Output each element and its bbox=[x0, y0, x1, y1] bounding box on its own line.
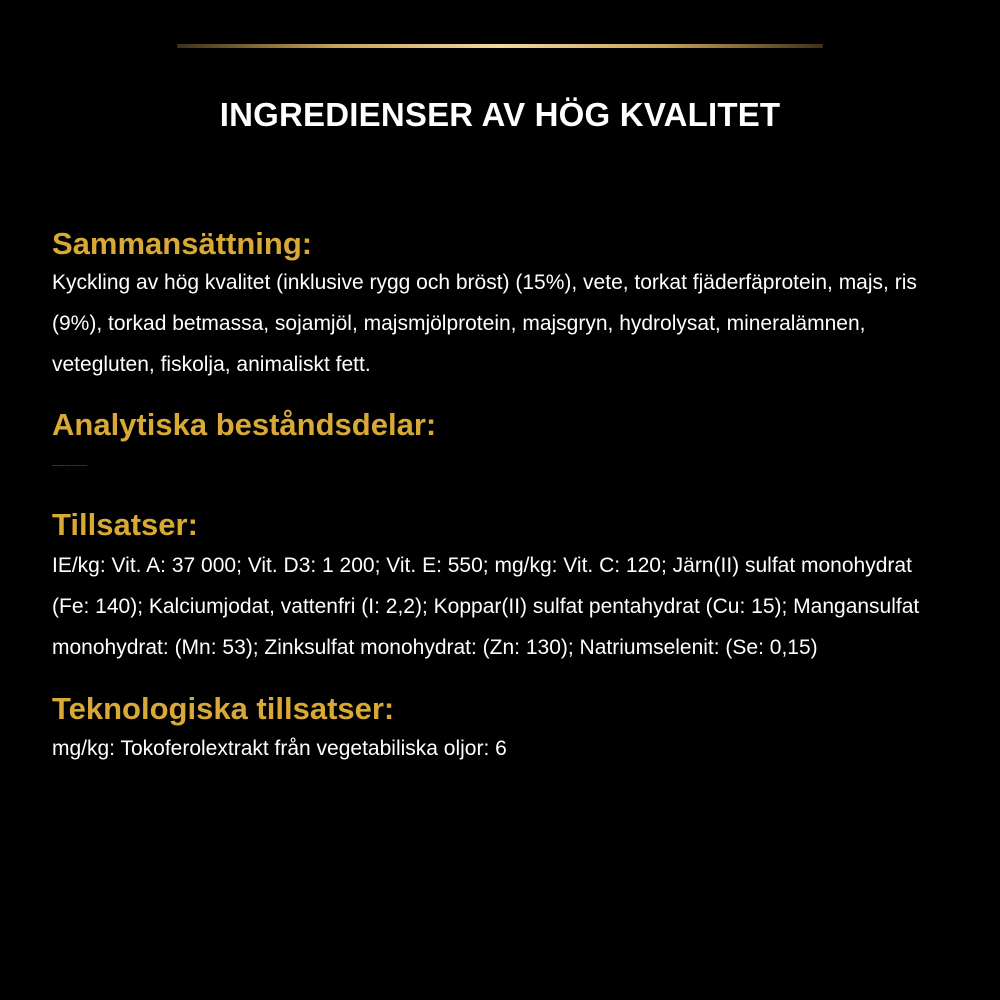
section-body-technological-additives: mg/kg: Tokoferolextrakt från vegetabiliska oljor: 6 bbox=[52, 737, 507, 760]
section-heading-composition: Sammansättning: bbox=[52, 226, 313, 261]
gold-divider-line bbox=[177, 44, 823, 48]
section-heading-technological-additives: Teknologiska tillsatser: bbox=[52, 691, 395, 726]
section-body-analytical-constituents: Protein: 29,0%, Fettinnehåll: 9,0%, Råaska: 7,5%, Växttråd: 3,5%, Taurin: 0,1% bbox=[52, 466, 88, 467]
section-additives bbox=[52, 503, 952, 668]
ingredients-content bbox=[52, 222, 952, 769]
section-analytical-constituents bbox=[52, 403, 952, 487]
section-composition bbox=[52, 222, 952, 385]
section-body-composition: Kyckling av hög kvalitet (inklusive rygg och bröst) (15%), vete, torkat fjäderfäprotein, majs, ris (9%), torkad betmassa, sojamjöl, majsmjölprotein, majsgryn, hydrolysat, mineralämnen, vetegluten, fiskolja, animaliskt fett. bbox=[52, 271, 917, 376]
section-body-additives: IE/kg: Vit. A: 37 000; Vit. D3: 1 200; Vit. E: 550; mg/kg: Vit. C: 120; Järn(II) sulfat monohydrat (Fe: 140); Kalciumjodat, vattenfri (I: 2,2); Koppar(II) sulfat pentahydrat (Cu: 15); Mangansulfat monohydrat: (Mn: 53); Zinksulfat monohydrat: (Zn: 130); Natriumselenit: (Se: 0,15) bbox=[52, 554, 920, 659]
section-heading-additives: Tillsatser: bbox=[52, 507, 198, 542]
page-title: INGREDIENSER AV HÖG KVALITET bbox=[219, 96, 781, 133]
section-technological-additives bbox=[52, 687, 952, 769]
section-heading-analytical-constituents: Analytiska beståndsdelar: bbox=[52, 407, 437, 442]
